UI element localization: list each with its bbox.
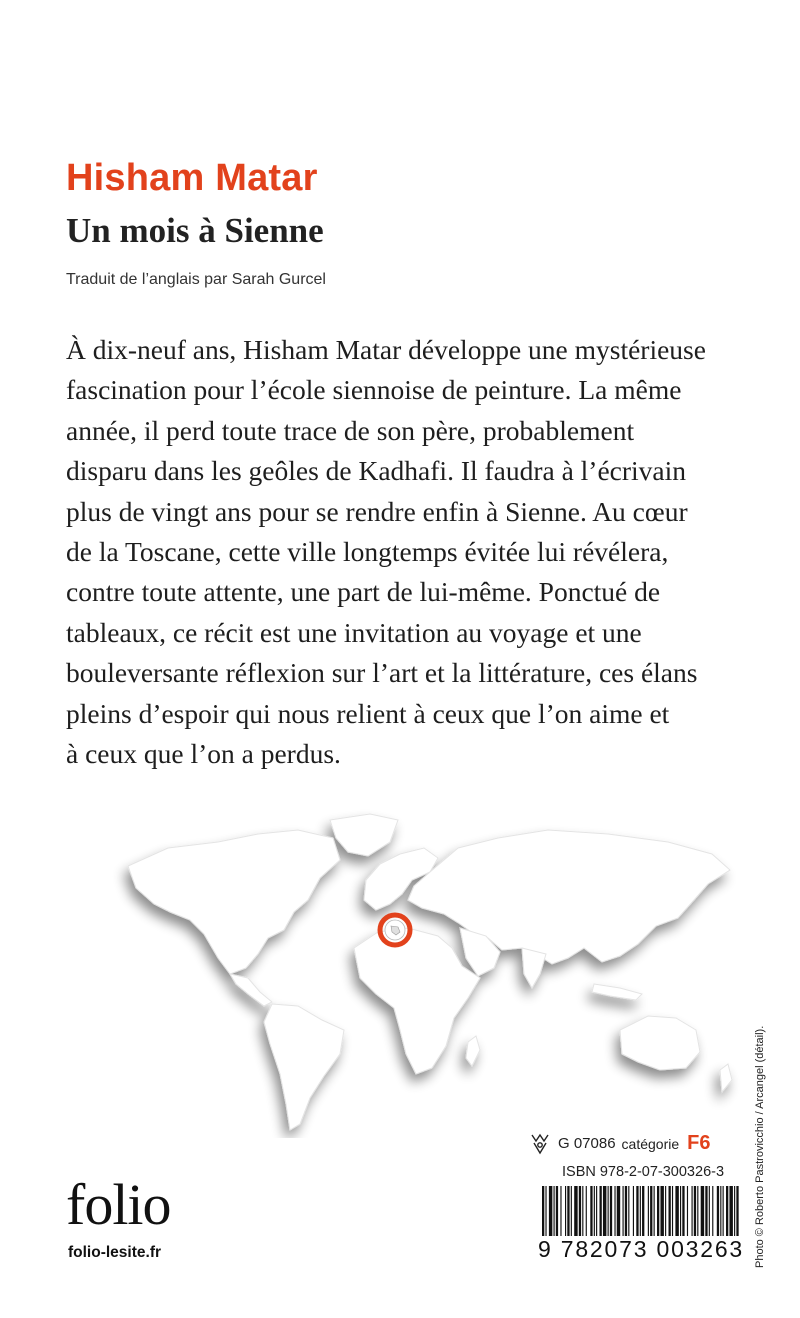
back-cover-blurb bbox=[66, 330, 766, 774]
category-code: F6 bbox=[687, 1132, 711, 1154]
blurb-line: à ceux que l’on a perdus. bbox=[66, 738, 341, 770]
author-name: Hisham Matar bbox=[66, 157, 318, 199]
barcode-bar bbox=[590, 1186, 592, 1236]
barcode-bar bbox=[682, 1186, 684, 1236]
barcode-bar bbox=[736, 1186, 738, 1236]
publisher-code: G 07086 bbox=[558, 1135, 616, 1152]
barcode-bar bbox=[582, 1186, 583, 1236]
barcode-bar bbox=[554, 1186, 555, 1236]
barcode-bar bbox=[574, 1186, 577, 1236]
barcode-bar bbox=[594, 1186, 595, 1236]
barcode-bar bbox=[600, 1186, 602, 1236]
indonesia-shape bbox=[592, 984, 642, 1000]
india-shape bbox=[522, 948, 546, 988]
barcode-bar bbox=[636, 1186, 638, 1236]
website-link[interactable]: folio-lesite.fr bbox=[68, 1244, 162, 1261]
barcode-bar bbox=[665, 1186, 666, 1236]
photo-credit: Photo © Roberto Pastrovicchio / Arcangel (détail). bbox=[754, 1025, 766, 1268]
barcode-bar bbox=[556, 1186, 558, 1236]
gallimard-logo-icon bbox=[528, 1133, 552, 1155]
blurb-line: plus de vingt ans pour se rendre enfin à Sienne. Au cœur bbox=[66, 495, 688, 527]
blurb-line: pleins d’espoir qui nous relient à ceux que l’on aime et bbox=[66, 697, 670, 729]
barcode-bar bbox=[701, 1186, 704, 1236]
category-label: catégorie bbox=[621, 1135, 680, 1152]
new-zealand-shape bbox=[720, 1064, 732, 1092]
barcode-bar bbox=[640, 1186, 641, 1236]
north-america-shape bbox=[128, 830, 340, 974]
barcode-bar bbox=[628, 1186, 629, 1236]
barcode-bar bbox=[680, 1186, 681, 1236]
barcode-bar bbox=[692, 1186, 693, 1236]
barcode-bar bbox=[687, 1186, 688, 1236]
barcode-number: 9 782073 003263 bbox=[537, 1236, 745, 1262]
barcode-bar bbox=[642, 1186, 644, 1236]
barcode-bar bbox=[654, 1186, 655, 1236]
barcode-bar bbox=[675, 1186, 678, 1236]
barcode-bar bbox=[633, 1186, 634, 1236]
barcode-bar bbox=[608, 1186, 609, 1236]
blurb-line: contre toute attente, une part de lui-même. Ponctué de bbox=[66, 576, 661, 608]
asia-shape bbox=[408, 830, 730, 964]
australia-shape bbox=[620, 1016, 700, 1070]
blurb-line: année, il perd toute trace de son père, probablement bbox=[66, 414, 635, 446]
barcode-bar bbox=[617, 1186, 620, 1236]
world-map-icon bbox=[108, 808, 748, 1138]
barcode-bar bbox=[579, 1186, 581, 1236]
barcode-bar bbox=[720, 1186, 721, 1236]
barcode-bar bbox=[705, 1186, 707, 1236]
book-title: Un mois à Sienne bbox=[66, 211, 324, 250]
folio-logo: folio bbox=[66, 1172, 171, 1237]
madagascar-shape bbox=[466, 1036, 480, 1066]
barcode-bar bbox=[734, 1186, 735, 1236]
barcode-bar bbox=[650, 1186, 652, 1236]
barcode-bar bbox=[567, 1186, 569, 1236]
blurb-line: tableaux, ce récit est une invitation au voyage et une bbox=[66, 616, 642, 648]
barcode-bar bbox=[625, 1186, 627, 1236]
barcode-bar bbox=[669, 1186, 671, 1236]
barcode-bar bbox=[717, 1186, 719, 1236]
barcode-bar bbox=[723, 1186, 724, 1236]
barcode-bar bbox=[614, 1186, 615, 1236]
barcode-bar bbox=[542, 1186, 544, 1236]
barcode-bar bbox=[610, 1186, 612, 1236]
barcode-bar bbox=[657, 1186, 659, 1236]
isbn: ISBN 978-2-07-300326-3 bbox=[562, 1164, 725, 1180]
blurb-line: de la Toscane, cette ville longtemps évitée lui révélera, bbox=[66, 536, 669, 568]
blurb-line: disparu dans les geôles de Kadhafi. Il faudra à l’écrivain bbox=[66, 455, 687, 487]
barcode-bar bbox=[709, 1186, 710, 1236]
barcode-bar bbox=[660, 1186, 663, 1236]
central-america-shape bbox=[230, 974, 272, 1006]
publisher-line bbox=[528, 1132, 710, 1155]
barcode-bar bbox=[560, 1186, 561, 1236]
translator-credit: Traduit de l’anglais par Sarah Gurcel bbox=[66, 271, 326, 288]
barcode-bar bbox=[729, 1186, 732, 1236]
blurb-line: bouleversante réflexion sur l’art et la littérature, ces élans bbox=[66, 657, 698, 689]
barcode-bar bbox=[726, 1186, 728, 1236]
barcode-bar bbox=[672, 1186, 673, 1236]
barcode-bar bbox=[603, 1186, 606, 1236]
blurb-line: fascination pour l’école siennoise de peinture. La même bbox=[66, 374, 682, 406]
africa-shape bbox=[354, 928, 480, 1074]
south-america-shape bbox=[264, 1004, 344, 1130]
barcode-bar bbox=[623, 1186, 624, 1236]
blurb-line: À dix-neuf ans, Hisham Matar développe une mystérieuse bbox=[66, 334, 706, 365]
barcode-bar bbox=[565, 1186, 566, 1236]
greenland-shape bbox=[330, 814, 398, 856]
barcode-bar bbox=[586, 1186, 587, 1236]
barcode-bar bbox=[545, 1186, 546, 1236]
barcode-bar bbox=[648, 1186, 649, 1236]
barcode-bar bbox=[571, 1186, 572, 1236]
barcode-bar bbox=[697, 1186, 698, 1236]
barcode-bar bbox=[712, 1186, 713, 1236]
barcode-bar bbox=[596, 1186, 597, 1236]
barcode-bar bbox=[694, 1186, 696, 1236]
barcode-bar bbox=[549, 1186, 552, 1236]
